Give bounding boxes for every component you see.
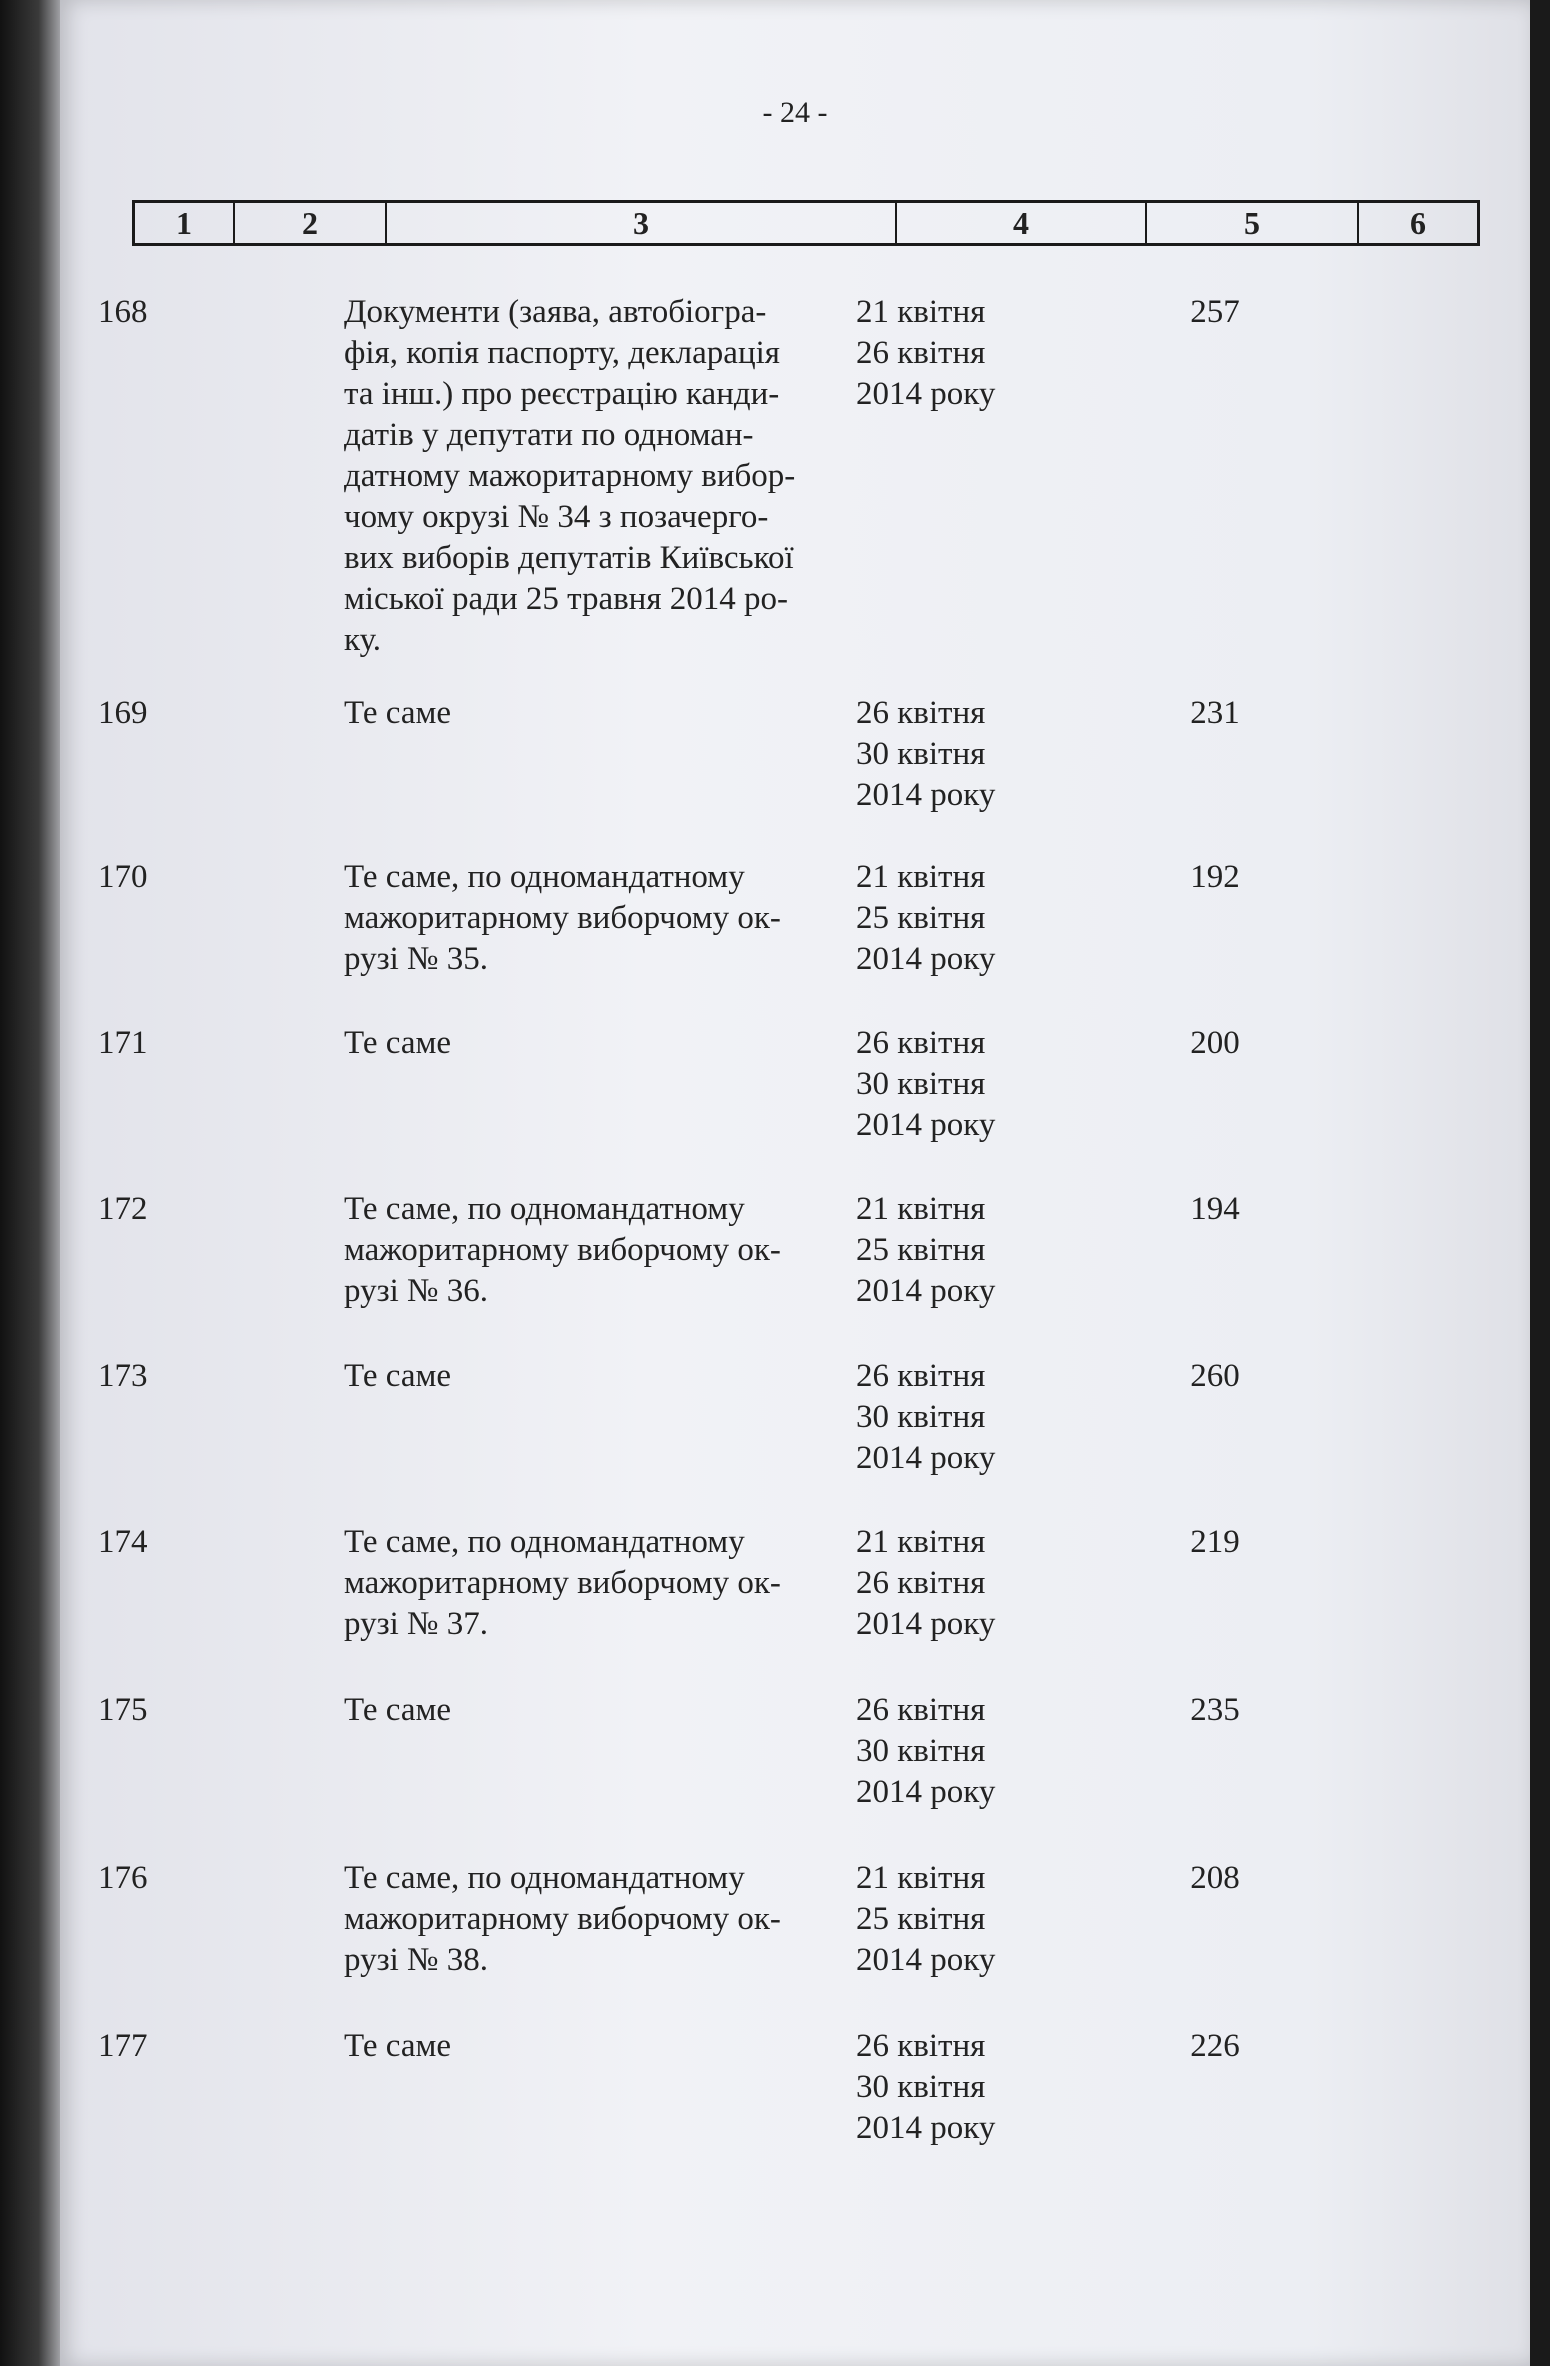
row-sheet-count: 257 bbox=[1190, 294, 1240, 330]
row-description bbox=[344, 2026, 854, 2067]
row-number: 176 bbox=[98, 1860, 148, 1896]
row-sheet-count: 219 bbox=[1190, 1524, 1240, 1560]
row-description bbox=[344, 1023, 854, 1064]
row-description bbox=[344, 1356, 854, 1397]
row-description bbox=[344, 1189, 854, 1312]
row-description bbox=[344, 1858, 854, 1981]
page-number: - 24 - bbox=[762, 96, 828, 129]
table-body bbox=[60, 0, 1530, 2366]
header-col-1: 1 bbox=[135, 203, 235, 243]
description-line: фія, копія паспорту, декларація bbox=[344, 335, 780, 371]
date-line: 25 квітня bbox=[856, 1232, 986, 1268]
description-line: мажоритарному виборчому ок- bbox=[344, 1901, 781, 1937]
row-number: 171 bbox=[98, 1025, 148, 1061]
row-dates bbox=[856, 2026, 1056, 2149]
description-line: чому окрузі № 34 з позачерго- bbox=[344, 499, 769, 535]
description-line: Те саме, по одномандатному bbox=[344, 1860, 745, 1896]
row-number: 175 bbox=[98, 1692, 148, 1728]
row-number: 169 bbox=[98, 695, 148, 731]
date-line: 2014 року bbox=[856, 777, 996, 813]
row-description bbox=[344, 1690, 854, 1731]
description-line: ку. bbox=[344, 622, 382, 658]
description-line: мажоритарному виборчому ок- bbox=[344, 1565, 781, 1601]
row-sheet-count: 200 bbox=[1190, 1025, 1240, 1061]
date-line: 25 квітня bbox=[856, 1901, 986, 1937]
description-line: Те саме bbox=[344, 1025, 452, 1061]
date-line: 30 квітня bbox=[856, 1733, 986, 1769]
row-sheet-count: 260 bbox=[1190, 1358, 1240, 1394]
row-dates bbox=[856, 1858, 1056, 1981]
date-line: 30 квітня bbox=[856, 1399, 986, 1435]
date-line: 2014 року bbox=[856, 1606, 996, 1642]
date-line: 25 квітня bbox=[856, 900, 986, 936]
date-line: 21 квітня bbox=[856, 859, 986, 895]
header-col-5: 5 bbox=[1147, 203, 1359, 243]
description-line: рузі № 37. bbox=[344, 1606, 489, 1642]
row-sheet-count: 194 bbox=[1190, 1191, 1240, 1227]
description-line: Те саме bbox=[344, 1692, 452, 1728]
date-line: 26 квітня bbox=[856, 1358, 986, 1394]
description-line: Те саме, по одномандатному bbox=[344, 1191, 745, 1227]
date-line: 26 квітня bbox=[856, 1565, 986, 1601]
date-line: 2014 року bbox=[856, 1942, 996, 1978]
row-description bbox=[344, 693, 854, 734]
date-line: 21 квітня bbox=[856, 1524, 986, 1560]
description-line: Документи (заява, автобіогра- bbox=[344, 294, 767, 330]
header-col-4: 4 bbox=[897, 203, 1147, 243]
row-sheet-count: 235 bbox=[1190, 1692, 1240, 1728]
date-line: 26 квітня bbox=[856, 1692, 986, 1728]
date-line: 26 квітня bbox=[856, 2028, 986, 2064]
description-line: міської ради 25 травня 2014 ро- bbox=[344, 581, 789, 617]
description-line: та інш.) про реєстрацію канди- bbox=[344, 376, 780, 412]
description-line: Те саме, по одномандатному bbox=[344, 1524, 745, 1560]
description-line: мажоритарному виборчому ок- bbox=[344, 900, 781, 936]
date-line: 30 квітня bbox=[856, 1066, 986, 1102]
row-number: 174 bbox=[98, 1524, 148, 1560]
row-number: 173 bbox=[98, 1358, 148, 1394]
row-dates bbox=[856, 693, 1056, 816]
row-dates bbox=[856, 292, 1056, 415]
header-col-2: 2 bbox=[235, 203, 387, 243]
header-col-6: 6 bbox=[1410, 204, 1426, 241]
row-number: 170 bbox=[98, 859, 148, 895]
description-line: Те саме bbox=[344, 695, 452, 731]
row-dates bbox=[856, 1189, 1056, 1312]
date-line: 2014 року bbox=[856, 2110, 996, 2146]
description-line: вих виборів депутатів Київської bbox=[344, 540, 794, 576]
row-number: 177 bbox=[98, 2028, 148, 2064]
description-line: рузі № 38. bbox=[344, 1942, 489, 1978]
row-dates bbox=[856, 1356, 1056, 1479]
header-col-3: 3 bbox=[387, 203, 897, 243]
row-description bbox=[344, 1522, 854, 1645]
document-page bbox=[60, 0, 1530, 2366]
date-line: 26 квітня bbox=[856, 335, 986, 371]
description-line: Те саме, по одномандатному bbox=[344, 859, 745, 895]
description-line: мажоритарному виборчому ок- bbox=[344, 1232, 781, 1268]
description-line: Те саме bbox=[344, 2028, 452, 2064]
row-description bbox=[344, 857, 854, 980]
date-line: 2014 року bbox=[856, 1273, 996, 1309]
row-description bbox=[344, 292, 854, 661]
row-number: 172 bbox=[98, 1191, 148, 1227]
date-line: 30 квітня bbox=[856, 2069, 986, 2105]
date-line: 26 квітня bbox=[856, 1025, 986, 1061]
date-line: 21 квітня bbox=[856, 294, 986, 330]
description-line: Те саме bbox=[344, 1358, 452, 1394]
date-line: 2014 року bbox=[856, 941, 996, 977]
description-line: датному мажоритарному вибор- bbox=[344, 458, 796, 494]
date-line: 30 квітня bbox=[856, 736, 986, 772]
description-line: датів у депутати по одноман- bbox=[344, 417, 754, 453]
date-line: 2014 року bbox=[856, 1107, 996, 1143]
date-line: 2014 року bbox=[856, 1440, 996, 1476]
date-line: 2014 року bbox=[856, 376, 996, 412]
description-line: рузі № 35. bbox=[344, 941, 489, 977]
row-sheet-count: 231 bbox=[1190, 695, 1240, 731]
row-dates bbox=[856, 1522, 1056, 1645]
date-line: 2014 року bbox=[856, 1774, 996, 1810]
row-sheet-count: 192 bbox=[1190, 859, 1240, 895]
row-dates bbox=[856, 1023, 1056, 1146]
date-line: 21 квітня bbox=[856, 1191, 986, 1227]
row-number: 168 bbox=[98, 294, 148, 330]
date-line: 21 квітня bbox=[856, 1860, 986, 1896]
row-dates bbox=[856, 857, 1056, 980]
date-line: 26 квітня bbox=[856, 695, 986, 731]
row-sheet-count: 226 bbox=[1190, 2028, 1240, 2064]
row-dates bbox=[856, 1690, 1056, 1813]
description-line: рузі № 36. bbox=[344, 1273, 489, 1309]
row-sheet-count: 208 bbox=[1190, 1860, 1240, 1896]
